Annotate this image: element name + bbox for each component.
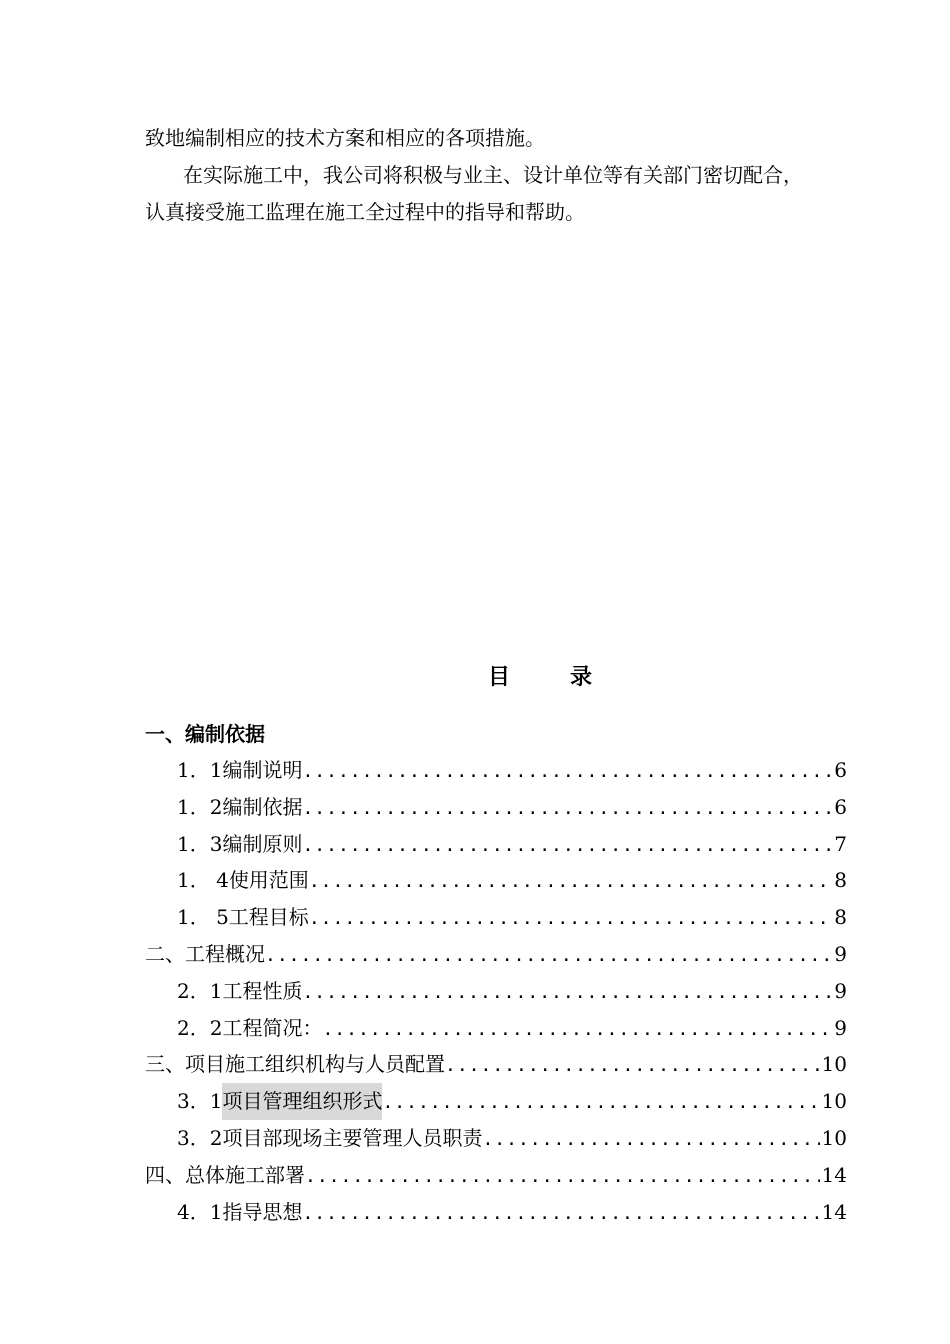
toc-entry-label: 工程性质 xyxy=(222,978,303,1003)
toc-entry-number: 2．2 xyxy=(177,1015,223,1040)
toc-section-heading[interactable]: 一、编制依据 xyxy=(145,722,265,746)
toc-entry-page: 9 xyxy=(834,978,847,1003)
toc-entry[interactable] xyxy=(145,1046,847,1083)
toc-entry-number: 1．1 xyxy=(177,758,223,782)
toc-entry-page: 6 xyxy=(834,758,847,782)
toc-dot-leader xyxy=(302,791,832,828)
toc-entry[interactable] xyxy=(145,1157,847,1194)
toc-entry-number: 2．1 xyxy=(177,978,223,1003)
toc-dot-leader xyxy=(482,1122,819,1159)
paragraph-line: 在实际施工中，我公司将积极与业主、设计单位等有关部门密切配合， xyxy=(183,163,803,187)
toc-entry-page: 8 xyxy=(834,868,847,893)
toc-entry[interactable] xyxy=(145,936,847,973)
toc-entry-page: 8 xyxy=(834,905,847,930)
toc-entry-label: 编制原则 xyxy=(222,831,303,856)
toc-dot-leader xyxy=(309,864,832,901)
toc-dot-leader xyxy=(302,828,832,865)
toc-entry-page: 7 xyxy=(834,831,847,856)
paragraph-line: 认真接受施工监理在施工全过程中的指导和帮助。 xyxy=(145,200,585,224)
toc-entry-page: 10 xyxy=(821,1089,847,1114)
toc-entry[interactable] xyxy=(145,973,847,1010)
toc-dot-leader xyxy=(382,1085,819,1122)
toc-entry-label: 工程目标 xyxy=(228,905,309,930)
toc-entry-label: 编制依据 xyxy=(222,794,303,819)
toc-entry-page: 6 xyxy=(834,794,847,819)
toc-entry-page: 9 xyxy=(834,941,847,966)
toc-dot-leader xyxy=(322,1012,832,1049)
toc-entry-label: 项目部现场主要管理人员职责 xyxy=(222,1125,483,1150)
toc-entry-label: 四、总体施工部署 xyxy=(145,1162,305,1187)
toc-entry-label-highlighted: 项目管理组织形式 xyxy=(222,1083,382,1120)
toc-dot-leader xyxy=(302,1196,819,1233)
toc-entry-page: 9 xyxy=(834,1015,847,1040)
toc-entry-number: 1．2 xyxy=(177,794,223,819)
toc-entry[interactable] xyxy=(145,1120,847,1157)
table-of-contents xyxy=(145,716,847,1230)
toc-entry[interactable] xyxy=(145,1194,847,1231)
toc-entry-label: 指导思想 xyxy=(222,1199,303,1224)
toc-entry[interactable] xyxy=(145,1010,847,1047)
toc-entry-number: 1． 5 xyxy=(177,905,229,930)
toc-entry[interactable] xyxy=(145,752,847,789)
toc-entry-number: 1．3 xyxy=(177,831,223,856)
toc-entry-number: 3．2 xyxy=(177,1125,223,1150)
toc-entry-page: 10 xyxy=(821,1052,847,1077)
toc-entry[interactable] xyxy=(145,899,847,936)
toc-dot-leader xyxy=(302,754,832,791)
toc-entry-number: 3．1 xyxy=(177,1089,223,1114)
toc-dot-leader xyxy=(445,1048,820,1085)
toc-entry-label: 编制说明 xyxy=(222,758,303,782)
toc-entry-number: 4．1 xyxy=(177,1199,223,1224)
toc-dot-leader xyxy=(302,975,832,1012)
toc-entry-number: 1． 4 xyxy=(177,868,229,893)
toc-entry-label: 工程简况： xyxy=(222,1015,323,1040)
toc-dot-leader xyxy=(265,938,832,975)
paragraph-line: 致地编制相应的技术方案和相应的各项措施。 xyxy=(145,126,545,150)
toc-entry-label: 三、项目施工组织机构与人员配置 xyxy=(145,1052,445,1077)
toc-entry[interactable] xyxy=(145,1083,847,1120)
toc-entry-page: 14 xyxy=(821,1199,847,1224)
toc-entry[interactable] xyxy=(145,826,847,863)
toc-dot-leader xyxy=(309,901,832,938)
toc-entry[interactable] xyxy=(145,789,847,826)
toc-title: 目录 xyxy=(488,664,653,690)
toc-entry[interactable] xyxy=(145,862,847,899)
toc-entry-page: 14 xyxy=(821,1162,847,1187)
toc-entry-label: 使用范围 xyxy=(228,868,309,893)
toc-entry-label: 二、工程概况 xyxy=(145,941,265,966)
toc-entry-page: 10 xyxy=(821,1125,847,1150)
toc-dot-leader xyxy=(305,1159,820,1196)
